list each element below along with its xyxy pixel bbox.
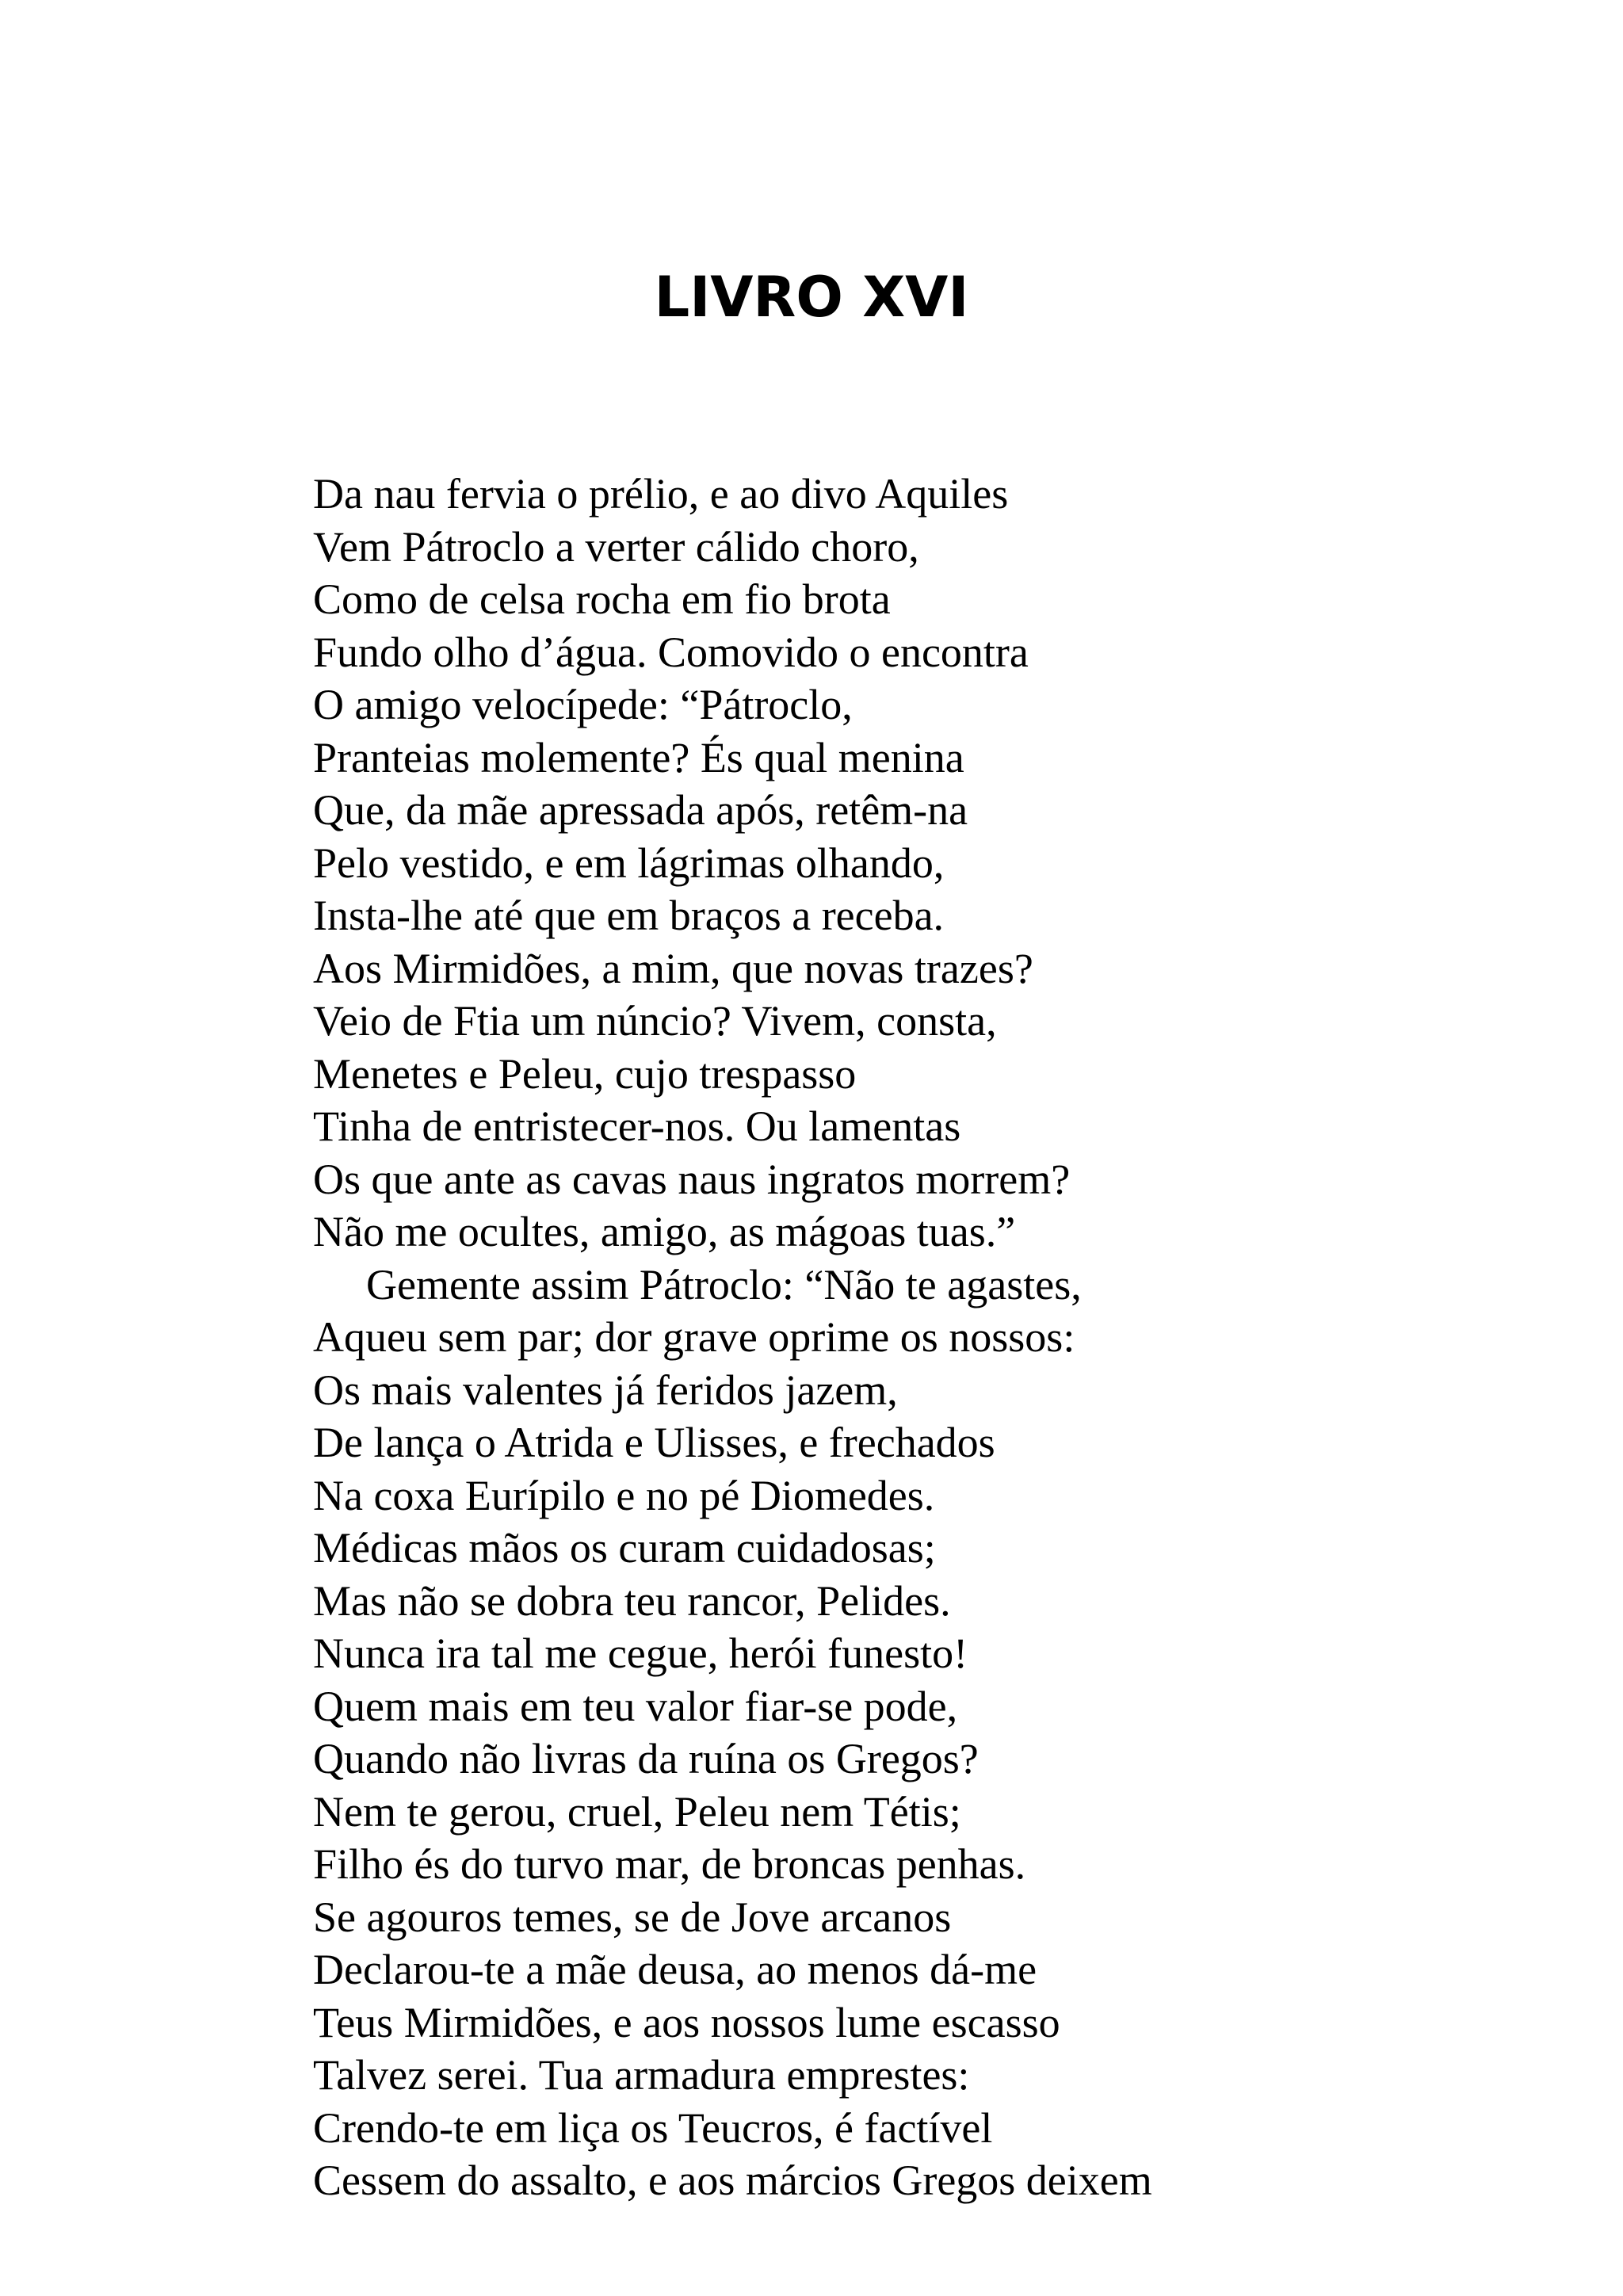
verse-line: Na coxa Eurípilo e no pé Diomedes. [313, 1471, 935, 1519]
verse-line: Da nau fervia o prélio, e ao divo Aquiles [313, 470, 1009, 518]
verse-line: Vem Pátroclo a verter cálido choro, [313, 522, 919, 571]
verse-line: Se agouros temes, se de Jove arcanos [313, 1893, 952, 1941]
verse-line: Tinha de entristecer-nos. Ou lamentas [313, 1102, 961, 1150]
verse-line: Filho és do turvo mar, de broncas penhas. [313, 1840, 1026, 1888]
verse-line: Quem mais em teu valor fiar-se pode, [313, 1682, 958, 1730]
verse-line: Nunca ira tal me cegue, herói funesto! [313, 1629, 968, 1677]
verse-line: Declarou-te a mãe deusa, ao menos dá-me [313, 1946, 1037, 1993]
verse-line: Fundo olho d’água. Comovido o encontra [313, 628, 1029, 676]
verse-line: Os mais valentes já feridos jazem, [313, 1366, 898, 1414]
poem-text [313, 468, 1549, 2207]
verse-line: Veio de Ftia um núncio? Vivem, consta, [313, 997, 997, 1045]
verse-line: Pelo vestido, e em lágrimas olhando, [313, 839, 945, 887]
verse-line: Gemente assim Pátroclo: “Não te agastes, [366, 1260, 1082, 1308]
verse-line: De lança o Atrida e Ulisses, e frechados [313, 1419, 995, 1466]
verse-line: Não me ocultes, amigo, as mágoas tuas.” [313, 1208, 1016, 1255]
verse-line: O amigo velocípede: “Pátroclo, [313, 681, 853, 728]
verse-line: Cessem do assalto, e aos márcios Gregos deixem [313, 2157, 1152, 2204]
verse-line: Médicas mãos os curam cuidadosas; [313, 1524, 936, 1572]
verse-line: Pranteias molemente? És qual menina [313, 733, 964, 781]
verse-line: Nem te gerou, cruel, Peleu nem Tétis; [313, 1787, 961, 1836]
verse-line: Teus Mirmidões, e aos nossos lume escasso [313, 1998, 1060, 2046]
verse-line: Que, da mãe apressada após, retêm-na [313, 786, 968, 834]
chapter-title: LIVRO XVI [654, 265, 969, 330]
verse-line: Quando não livras da ruína os Gregos? [313, 1735, 979, 1782]
verse-line: Talvez serei. Tua armadura emprestes: [313, 2051, 970, 2099]
verse-line: Insta-lhe até que em braços a receba. [313, 892, 945, 939]
verse-line: Crendo-te em liça os Teucros, é factível [313, 2103, 993, 2152]
verse-line: Aos Mirmidões, a mim, que novas trazes? [313, 944, 1033, 992]
verse-line: Como de celsa rocha em fio brota [313, 575, 891, 623]
verse-line: Os que ante as cavas naus ingratos morrem? [313, 1155, 1071, 1203]
verse-line: Mas não se dobra teu rancor, Pelides. [313, 1576, 951, 1625]
verse-line: Aqueu sem par; dor grave oprime os nossos: [313, 1313, 1075, 1361]
verse-line: Menetes e Peleu, cujo trespasso [313, 1049, 857, 1098]
